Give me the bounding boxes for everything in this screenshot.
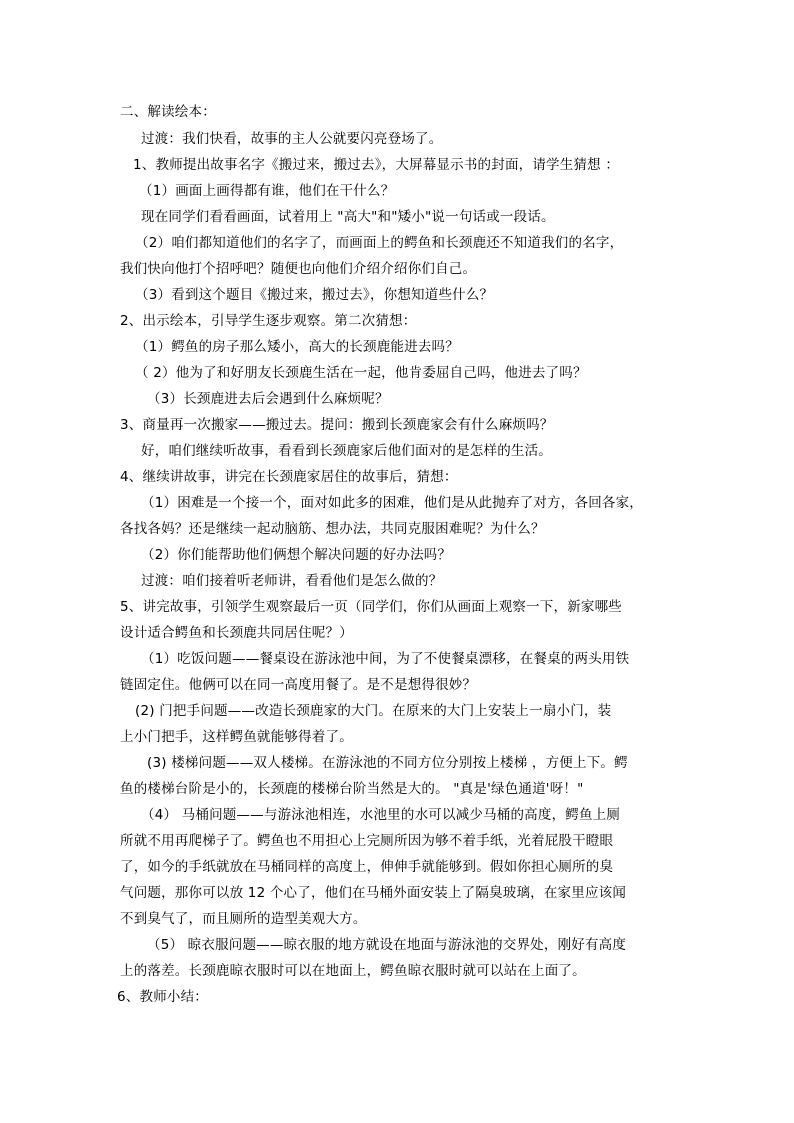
section-heading: 2、出示绘本，引导学生逐步观察。第二次猜想： bbox=[120, 313, 417, 329]
paragraph-line: （ 2）他为了和好朋友长颈鹿生活在一起，他肯委屈自己吗，他进去了吗？ bbox=[135, 365, 587, 381]
paragraph-line: 1、教师提出故事名字《搬过来，搬过去》，大屏幕显示书的封面，请学生猜想 ： bbox=[133, 157, 620, 173]
paragraph-line: 上小门把手，这样鳄鱼就能够得着了。 bbox=[120, 729, 353, 745]
paragraph-line: 链固定住。他俩可以在同一高度用餐了。是不是想得很妙？ bbox=[120, 677, 477, 693]
paragraph-line: 不到臭气了，而且厕所的造型美观大方。 bbox=[120, 911, 367, 927]
paragraph-line: （1）困难是一个接一个，面对如此多的困难，他们是从此抛弃了对方，各回各家， bbox=[141, 495, 643, 511]
paragraph-line: （1）鳄鱼的房子那么矮小，高大的长颈鹿能进去吗？ bbox=[135, 339, 459, 355]
paragraph-line: 各找各妈？还是继续一起动脑筋、想办法，共同克服困难呢？为什么？ bbox=[120, 521, 545, 537]
section-heading: 4、继续讲故事，讲完在长颈鹿家居住的故事后，猜想： bbox=[120, 469, 458, 485]
paragraph-line: 好，咱们继续听故事，看看到长颈鹿家后他们面对的是怎样的生活。 bbox=[141, 443, 552, 459]
paragraph-line: 鱼的楼梯台阶是小的，长颈鹿的楼梯台阶当然是大的。 "真是'绿色通道'呀！" bbox=[120, 781, 584, 797]
section-heading: 二、解读绘本： bbox=[120, 104, 216, 120]
section-heading: 3、商量再一次搬家——搬过去。提问：搬到长颈鹿家会有什么麻烦吗？ bbox=[120, 417, 554, 433]
paragraph-line: （1）画面上画得都有谁，他们在干什么？ bbox=[139, 183, 395, 199]
paragraph-line: （3）看到这个题目《搬过来，搬过去》，你想知道些什么？ bbox=[135, 287, 494, 303]
section-heading: 6、教师小结： bbox=[117, 989, 208, 1005]
paragraph-line: （1）吃饭问题——餐桌设在游泳池中间，为了不使餐桌漂移，在餐桌的两头用铁 bbox=[141, 651, 630, 667]
section-heading: 5、讲完故事，引领学生观察最后一页（同学们，你们从画面上观察一下，新家哪些 bbox=[120, 599, 622, 615]
paragraph-line: 气问题，那你可以放 12 个心了，他们在马桶外面安装上了隔臭玻璃，在家里应该闻 bbox=[120, 885, 627, 901]
paragraph-line: （3）长颈鹿进去后会遇到什么麻烦呢？ bbox=[147, 391, 389, 407]
paragraph-line: 了，如今的手纸就放在马桶同样的高度上，伸伸手就能够到。假如你担心厕所的臭 bbox=[120, 859, 614, 875]
paragraph-line: 现在同学们看看画面，试着用上 "高大"和"矮小"说一句话或一段话。 bbox=[141, 209, 555, 225]
paragraph-line: 所就不用再爬梯子了。鳄鱼也不用担心上完厕所因为够不着手纸，光着屁股干瞪眼 bbox=[120, 833, 614, 849]
paragraph-line: (2) 门把手问题——改造长颈鹿家的大门。在原来的大门上安装上一扇小门，装 bbox=[135, 703, 612, 719]
paragraph-line: 上的落差。长颈鹿晾衣服时可以在地面上，鳄鱼晾衣服时就可以站在上面了。 bbox=[120, 963, 586, 979]
paragraph-line: 过渡：我们快看，故事的主人公就要闪亮登场了。 bbox=[141, 131, 443, 147]
paragraph-line: (3) 楼梯问题——双人楼梯。在游泳池的不同方位分别按上楼梯 ，方便上下。鳄 bbox=[147, 755, 628, 771]
paragraph-line: 我们快向他打个招呼吧？随便也向他们介绍介绍你们自己。 bbox=[120, 261, 477, 277]
paragraph-line: （4） 马桶问题——与游泳池相连，水池里的水可以减少马桶的高度，鳄鱼上厕 bbox=[141, 807, 621, 823]
paragraph-line: （2）你们能帮助他们俩想个解决问题的好办法吗？ bbox=[141, 547, 452, 563]
paragraph-line: （5） 晾衣服问题——晾衣服的地方就设在地面与游泳池的交界处，刚好有高度 bbox=[147, 937, 627, 953]
paragraph-line: 过渡：咱们接着听老师讲，看看他们是怎么做的？ bbox=[141, 573, 443, 589]
paragraph-line: 设计适合鳄鱼和长颈鹿共同居住呢？） bbox=[120, 625, 353, 641]
paragraph-line: （2）咱们都知道他们的名字了，而画面上的鳄鱼和长颈鹿还不知道我们的名字， bbox=[135, 235, 624, 251]
